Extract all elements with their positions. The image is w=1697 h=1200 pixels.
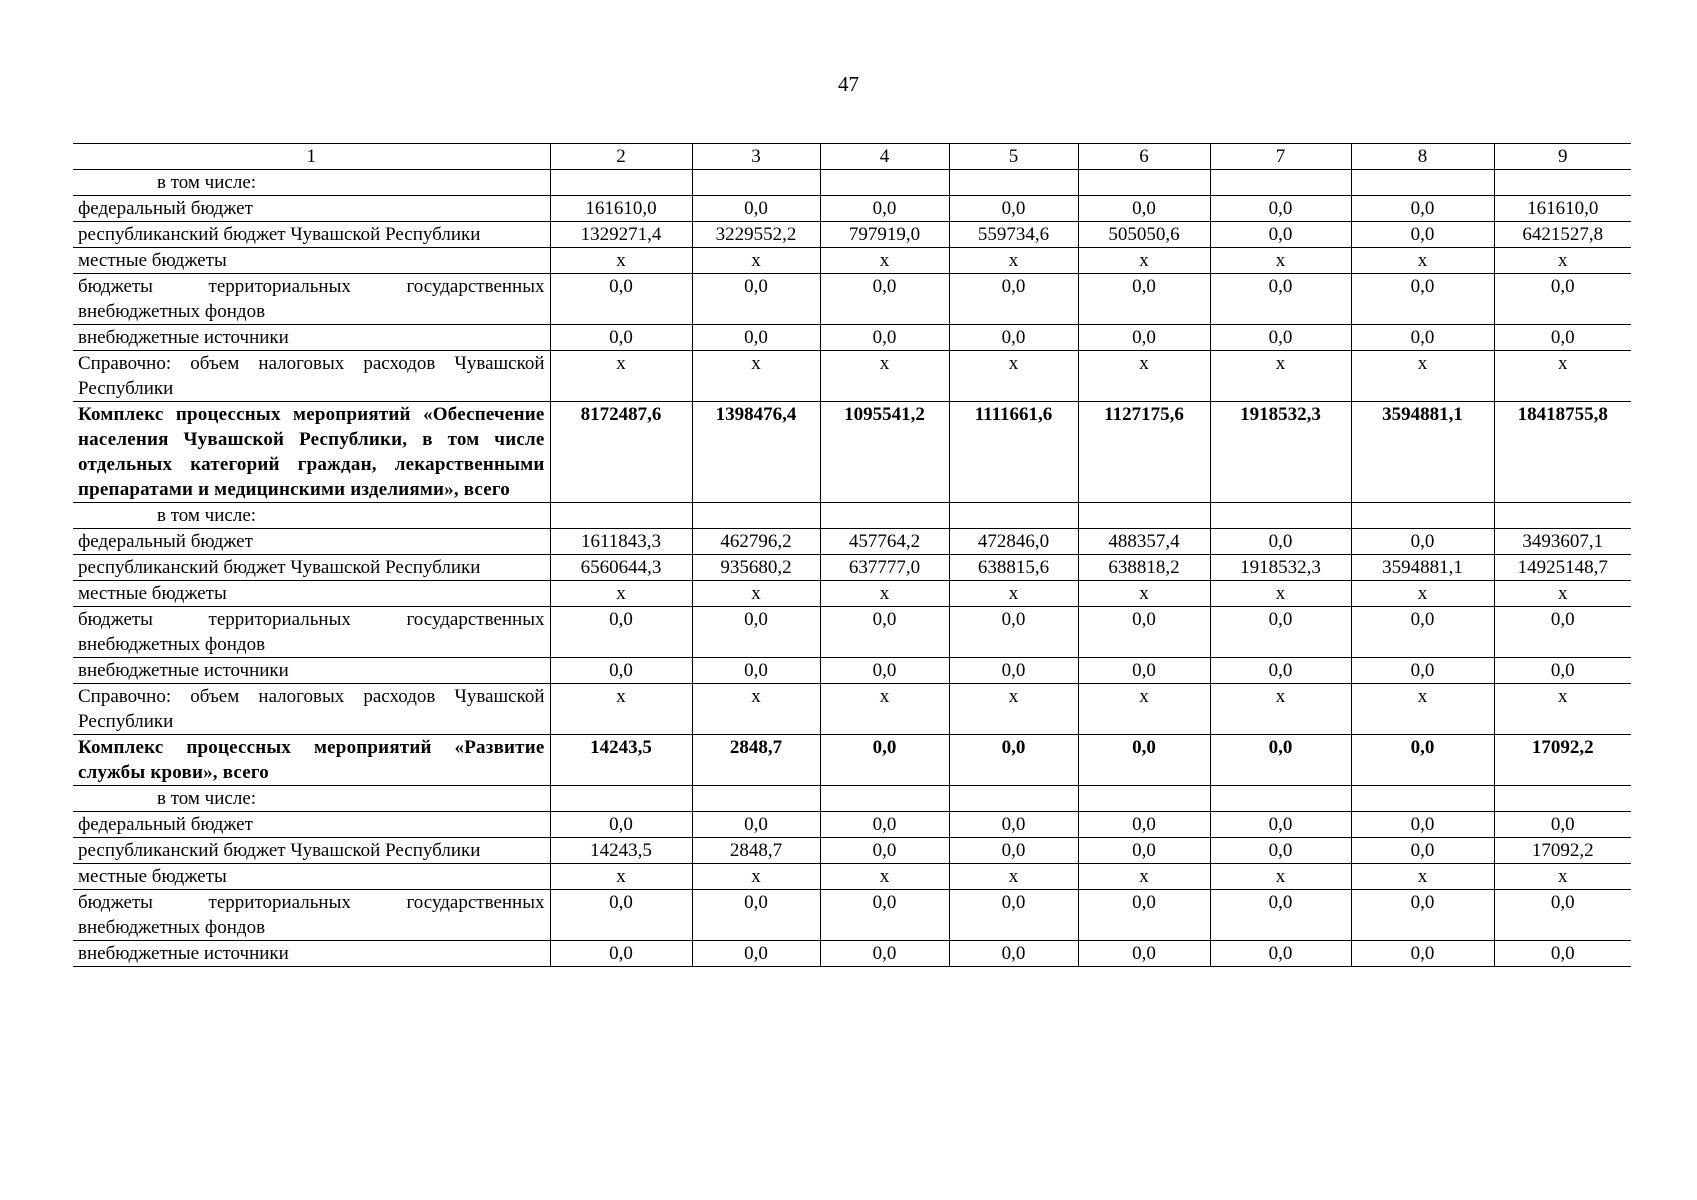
table-cell: x	[949, 248, 1078, 274]
table-cell: 0,0	[1494, 812, 1631, 838]
table-cell	[1078, 786, 1210, 812]
column-header: 1	[73, 144, 550, 170]
table-cell: x	[949, 581, 1078, 607]
table-cell: 0,0	[1494, 941, 1631, 967]
table-cell	[1351, 170, 1494, 196]
table-cell: 0,0	[820, 325, 949, 351]
table-cell	[692, 503, 820, 529]
table-cell: 797919,0	[820, 222, 949, 248]
table-cell: 0,0	[1351, 838, 1494, 864]
table-cell: 0,0	[550, 941, 692, 967]
table-cell: 14243,5	[550, 838, 692, 864]
table-cell: 0,0	[949, 196, 1078, 222]
table-row	[73, 890, 1631, 941]
table-cell: 8172487,6	[550, 402, 692, 503]
table-cell: 0,0	[550, 607, 692, 658]
table-cell	[1494, 503, 1631, 529]
table-cell: x	[1494, 248, 1631, 274]
table-row	[73, 222, 1631, 248]
table-row	[73, 864, 1631, 890]
table-cell: x	[1210, 248, 1351, 274]
table-cell: 0,0	[820, 735, 949, 786]
table-cell: 1611843,3	[550, 529, 692, 555]
row-label: в том числе:	[73, 170, 550, 196]
table-cell: 6560644,3	[550, 555, 692, 581]
table-cell: 0,0	[949, 735, 1078, 786]
table-cell: x	[550, 248, 692, 274]
row-label: республиканский бюджет Чувашской Республики	[73, 222, 550, 248]
row-label: местные бюджеты	[73, 248, 550, 274]
table-cell: 0,0	[550, 812, 692, 838]
table-cell: x	[1494, 864, 1631, 890]
table-cell	[550, 503, 692, 529]
table-cell: 0,0	[1351, 812, 1494, 838]
table-cell: x	[820, 684, 949, 735]
table-cell	[949, 503, 1078, 529]
table-cell: 0,0	[692, 941, 820, 967]
table-row	[73, 196, 1631, 222]
row-label: Комплекс процессных мероприятий «Развитие службы крови», всего	[73, 735, 550, 786]
table-cell: x	[949, 351, 1078, 402]
table-cell	[550, 786, 692, 812]
table-cell: 0,0	[949, 325, 1078, 351]
row-label: республиканский бюджет Чувашской Республики	[73, 555, 550, 581]
table-cell: 0,0	[1078, 838, 1210, 864]
table-cell: x	[1210, 351, 1351, 402]
table-cell: 3493607,1	[1494, 529, 1631, 555]
table-cell	[692, 786, 820, 812]
table-row	[73, 555, 1631, 581]
table-cell: 0,0	[949, 274, 1078, 325]
table-cell: x	[949, 684, 1078, 735]
table-row	[73, 402, 1631, 503]
table-row	[73, 684, 1631, 735]
table-cell: 1329271,4	[550, 222, 692, 248]
table-cell: 1095541,2	[820, 402, 949, 503]
table-cell: 0,0	[1210, 196, 1351, 222]
table-row	[73, 658, 1631, 684]
table-row	[73, 503, 1631, 529]
row-label: бюджеты территориальных государственных внебюджетных фондов	[73, 607, 550, 658]
column-header: 7	[1210, 144, 1351, 170]
row-label: федеральный бюджет	[73, 529, 550, 555]
table-cell: 0,0	[1078, 196, 1210, 222]
row-label: внебюджетные источники	[73, 941, 550, 967]
table-cell: 0,0	[1210, 529, 1351, 555]
table-cell: 0,0	[949, 607, 1078, 658]
row-label: в том числе:	[73, 503, 550, 529]
table-cell	[1494, 786, 1631, 812]
table-cell: x	[550, 581, 692, 607]
table-cell: 0,0	[1078, 607, 1210, 658]
table-cell: 0,0	[1078, 325, 1210, 351]
table-row	[73, 838, 1631, 864]
table-cell: 0,0	[1210, 607, 1351, 658]
table-row	[73, 735, 1631, 786]
table-row	[73, 786, 1631, 812]
table-cell: 0,0	[1351, 274, 1494, 325]
table-cell: 0,0	[1351, 222, 1494, 248]
table-cell: x	[692, 684, 820, 735]
table-cell: 3594881,1	[1351, 555, 1494, 581]
table-cell: 0,0	[1078, 890, 1210, 941]
table-cell: 0,0	[1210, 274, 1351, 325]
table-cell: 638818,2	[1078, 555, 1210, 581]
table-cell: 2848,7	[692, 735, 820, 786]
table-cell: 0,0	[820, 658, 949, 684]
table-cell: 0,0	[550, 325, 692, 351]
table-cell	[692, 170, 820, 196]
table-cell: 505050,6	[1078, 222, 1210, 248]
table-cell: 2848,7	[692, 838, 820, 864]
table-cell: x	[550, 684, 692, 735]
table-cell	[1078, 170, 1210, 196]
table-cell: x	[1494, 351, 1631, 402]
table-cell: 0,0	[1078, 735, 1210, 786]
row-label: федеральный бюджет	[73, 812, 550, 838]
table-cell	[949, 786, 1078, 812]
table-cell: 1398476,4	[692, 402, 820, 503]
table-cell: 462796,2	[692, 529, 820, 555]
column-header: 2	[550, 144, 692, 170]
table-cell: 0,0	[1210, 658, 1351, 684]
table-cell: 0,0	[949, 658, 1078, 684]
table-cell: x	[820, 864, 949, 890]
table-cell: 0,0	[1210, 838, 1351, 864]
table-cell: 559734,6	[949, 222, 1078, 248]
table-cell	[1210, 786, 1351, 812]
table-cell: 0,0	[949, 838, 1078, 864]
table-header-row	[73, 144, 1631, 170]
table-cell: 0,0	[1494, 274, 1631, 325]
table-cell	[820, 170, 949, 196]
table-cell: x	[1351, 684, 1494, 735]
table-cell: 0,0	[1351, 735, 1494, 786]
table-cell: 935680,2	[692, 555, 820, 581]
table-cell: 0,0	[1494, 607, 1631, 658]
table-cell: 0,0	[1351, 529, 1494, 555]
table-cell: x	[1078, 351, 1210, 402]
table-cell: 0,0	[1351, 890, 1494, 941]
table-cell: x	[1078, 248, 1210, 274]
table-row	[73, 248, 1631, 274]
column-header: 3	[692, 144, 820, 170]
row-label: местные бюджеты	[73, 864, 550, 890]
table-cell: 0,0	[692, 274, 820, 325]
table-cell: 0,0	[692, 890, 820, 941]
table-cell: 0,0	[1078, 274, 1210, 325]
table-row	[73, 581, 1631, 607]
table-cell: 0,0	[1210, 325, 1351, 351]
table-cell	[1494, 170, 1631, 196]
table-cell: 0,0	[550, 890, 692, 941]
table-cell: x	[1351, 351, 1494, 402]
table-cell: x	[1078, 684, 1210, 735]
table-cell: 17092,2	[1494, 838, 1631, 864]
column-header: 9	[1494, 144, 1631, 170]
table-cell	[1210, 503, 1351, 529]
table-cell: 0,0	[820, 196, 949, 222]
table-cell: 0,0	[692, 607, 820, 658]
table-cell: 14925148,7	[1494, 555, 1631, 581]
table-cell: 18418755,8	[1494, 402, 1631, 503]
table-cell: 17092,2	[1494, 735, 1631, 786]
table-cell	[1210, 170, 1351, 196]
table-cell: 0,0	[820, 812, 949, 838]
table-cell: 0,0	[1210, 735, 1351, 786]
table-cell: 0,0	[949, 941, 1078, 967]
table-row	[73, 941, 1631, 967]
table-cell	[949, 170, 1078, 196]
table-cell: 3594881,1	[1351, 402, 1494, 503]
table-cell: 0,0	[1351, 607, 1494, 658]
table-row	[73, 607, 1631, 658]
table-cell: x	[1494, 684, 1631, 735]
table-cell: x	[550, 864, 692, 890]
table-body	[73, 170, 1631, 967]
table-cell: 638815,6	[949, 555, 1078, 581]
column-header: 6	[1078, 144, 1210, 170]
table-cell: x	[1078, 581, 1210, 607]
table-cell: 0,0	[1494, 658, 1631, 684]
table-cell	[1078, 503, 1210, 529]
table-cell: x	[949, 864, 1078, 890]
table-cell: 161610,0	[1494, 196, 1631, 222]
table-cell: x	[1351, 248, 1494, 274]
table-cell	[550, 170, 692, 196]
table-cell: 0,0	[1351, 196, 1494, 222]
table-cell: 0,0	[692, 812, 820, 838]
table-cell: 0,0	[1351, 941, 1494, 967]
row-label: бюджеты территориальных государственных внебюджетных фондов	[73, 274, 550, 325]
table-cell: 637777,0	[820, 555, 949, 581]
table-cell: 0,0	[820, 838, 949, 864]
table-cell: x	[1078, 864, 1210, 890]
row-label: внебюджетные источники	[73, 325, 550, 351]
table-cell: x	[1210, 581, 1351, 607]
row-label: внебюджетные источники	[73, 658, 550, 684]
table-cell: 457764,2	[820, 529, 949, 555]
table-cell: x	[692, 248, 820, 274]
table-cell: 0,0	[1210, 890, 1351, 941]
row-label: республиканский бюджет Чувашской Республики	[73, 838, 550, 864]
table-cell: 0,0	[820, 890, 949, 941]
table-cell: x	[1210, 864, 1351, 890]
table-row	[73, 812, 1631, 838]
table-cell: 488357,4	[1078, 529, 1210, 555]
row-label: бюджеты территориальных государственных внебюджетных фондов	[73, 890, 550, 941]
column-header: 5	[949, 144, 1078, 170]
table-cell: 0,0	[550, 658, 692, 684]
table-cell	[820, 786, 949, 812]
row-label: Комплекс процессных мероприятий «Обеспечение населения Чувашской Республики, в том числе отдельных категорий граждан, лекарственными препаратами и медицинскими изделиями», всего	[73, 402, 550, 503]
row-label: федеральный бюджет	[73, 196, 550, 222]
table-cell: 1111661,6	[949, 402, 1078, 503]
table-cell: 161610,0	[550, 196, 692, 222]
table-cell: x	[692, 581, 820, 607]
table-cell: x	[550, 351, 692, 402]
table-cell: x	[1351, 864, 1494, 890]
table-cell: 0,0	[1210, 222, 1351, 248]
table-cell: 0,0	[1078, 812, 1210, 838]
table-cell: 0,0	[1210, 941, 1351, 967]
table-row	[73, 529, 1631, 555]
table-cell: 0,0	[1351, 658, 1494, 684]
table-cell: x	[1494, 581, 1631, 607]
row-label: Справочно: объем налоговых расходов Чувашской Республики	[73, 351, 550, 402]
table-cell: 0,0	[692, 658, 820, 684]
table-cell: x	[820, 351, 949, 402]
table-row	[73, 170, 1631, 196]
table-cell: 1127175,6	[1078, 402, 1210, 503]
table-row	[73, 274, 1631, 325]
table-cell	[1351, 503, 1494, 529]
table-row	[73, 325, 1631, 351]
table-cell: 0,0	[550, 274, 692, 325]
table-cell: 0,0	[1494, 890, 1631, 941]
row-label: местные бюджеты	[73, 581, 550, 607]
table-cell: 3229552,2	[692, 222, 820, 248]
column-header: 8	[1351, 144, 1494, 170]
table-cell: 0,0	[1210, 812, 1351, 838]
table-cell: 0,0	[949, 812, 1078, 838]
table-cell: x	[692, 351, 820, 402]
table-cell: x	[1210, 684, 1351, 735]
table-cell	[820, 503, 949, 529]
table-cell: 0,0	[820, 274, 949, 325]
table-cell: 0,0	[1494, 325, 1631, 351]
table-cell: x	[1351, 581, 1494, 607]
table-cell: 14243,5	[550, 735, 692, 786]
column-header: 4	[820, 144, 949, 170]
table-cell: 0,0	[1351, 325, 1494, 351]
table-cell: 0,0	[820, 607, 949, 658]
table-cell: x	[692, 864, 820, 890]
budget-table	[73, 143, 1631, 967]
table-cell: 0,0	[1078, 941, 1210, 967]
table-cell	[1351, 786, 1494, 812]
row-label: Справочно: объем налоговых расходов Чувашской Республики	[73, 684, 550, 735]
table-cell: 6421527,8	[1494, 222, 1631, 248]
table-cell: 1918532,3	[1210, 402, 1351, 503]
table-cell: x	[820, 248, 949, 274]
table-cell: 0,0	[692, 325, 820, 351]
row-label: в том числе:	[73, 786, 550, 812]
table-cell: 472846,0	[949, 529, 1078, 555]
page-number: 47	[838, 72, 859, 96]
table-cell: 0,0	[820, 941, 949, 967]
table-cell: 1918532,3	[1210, 555, 1351, 581]
table-cell: x	[820, 581, 949, 607]
table-cell: 0,0	[949, 890, 1078, 941]
table-row	[73, 351, 1631, 402]
table-cell: 0,0	[1078, 658, 1210, 684]
table-cell: 0,0	[692, 196, 820, 222]
